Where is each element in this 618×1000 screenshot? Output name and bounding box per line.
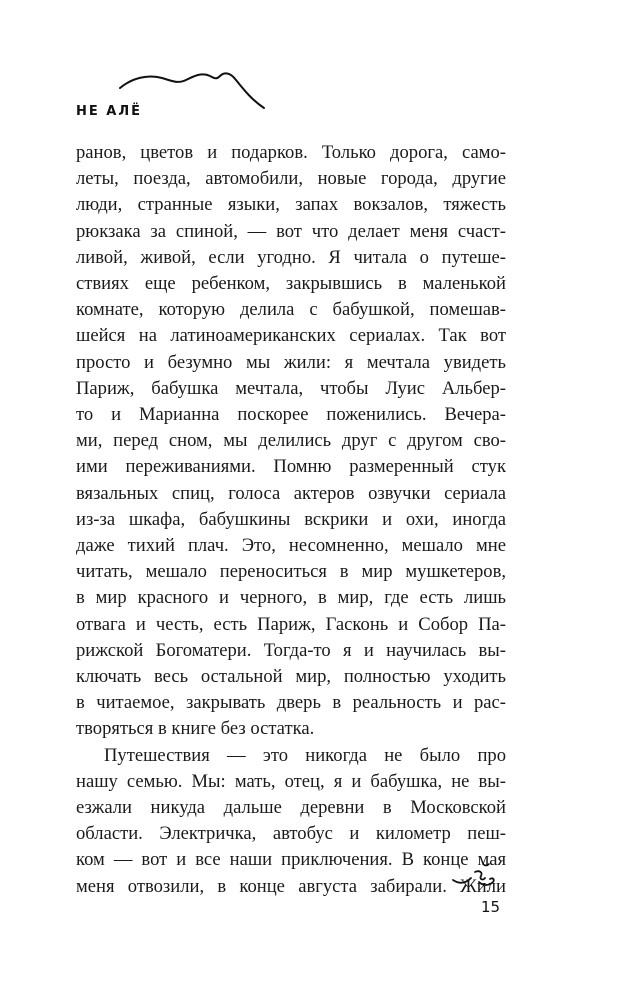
- text-line: ствиях еще ребенком, закрывшись в маленькой: [76, 273, 506, 295]
- text-line: шейся на латиноамериканских сериалах. Так вот: [76, 325, 506, 347]
- text-line: ми, перед сном, мы делились друг с другом сво-: [76, 430, 506, 452]
- body-text: [76, 140, 506, 900]
- text-line: ими переживаниями. Помню размеренный стук: [76, 456, 506, 478]
- text-line: езжали никуда дальше деревни в Московской: [76, 797, 506, 819]
- scribble-ornament-icon: [449, 860, 505, 892]
- text-line: ранов, цветов и подарков. Только дорога, само-: [76, 142, 506, 163]
- text-line: рюкзака за спиной, — вот что делает меня счаст-: [76, 220, 506, 242]
- text-line: вязальных спиц, голоса актеров озвучки сериала: [76, 482, 506, 504]
- text-line: нашу семью. Мы: мать, отец, я и бабушка, не вы-: [76, 770, 506, 792]
- text-line: комнате, которую делила с бабушкой, помешав-: [76, 299, 506, 321]
- text-line: из-за шкафа, бабушкины вскрики и охи, иногда: [76, 508, 506, 530]
- text-line: ком — вот и все наши приключения. В конце мая: [76, 849, 506, 871]
- text-line: даже тихий плач. Это, несомненно, мешало мне: [76, 535, 506, 557]
- text-line: отвага и честь, есть Париж, Гасконь и Собор Па-: [76, 613, 506, 635]
- text-line: творяться в книге без остатка.: [76, 718, 315, 740]
- text-line: леты, поезда, автомобили, новые города, другие: [76, 168, 506, 190]
- text-line: области. Электричка, автобус и километр пеш-: [76, 823, 506, 845]
- text-line: в мир красного и черного, в мир, где есть лишь: [76, 587, 506, 609]
- text-line: просто и безумно мы жили: я мечтала увидеть: [76, 351, 506, 373]
- text-line: Путешествия — это никогда не было про: [104, 744, 506, 766]
- text-line: Париж, бабушка мечтала, чтобы Луис Альбер-: [76, 377, 506, 399]
- text-line: читать, мешало переноситься в мир мушкетеров,: [76, 561, 506, 583]
- page-number: 15: [481, 898, 501, 916]
- text-line: ливой, живой, если угодно. Я читала о путеше-: [76, 246, 506, 268]
- text-line: в читаемое, закрывать дверь в реальность и рас-: [76, 692, 506, 714]
- running-head: НЕ АЛЁ: [76, 104, 143, 119]
- text-line: ключать весь остальной мир, полностью уходить: [76, 666, 506, 688]
- text-line: меня отвозили, в конце августа забирали. Жили: [76, 875, 506, 897]
- text-line: рижской Богоматери. Тогда-то я и научилась вы-: [76, 639, 506, 661]
- text-line: люди, странные языки, запах вокзалов, тяжесть: [76, 194, 506, 216]
- text-line: то и Марианна поскорее поженились. Вечера-: [76, 404, 506, 426]
